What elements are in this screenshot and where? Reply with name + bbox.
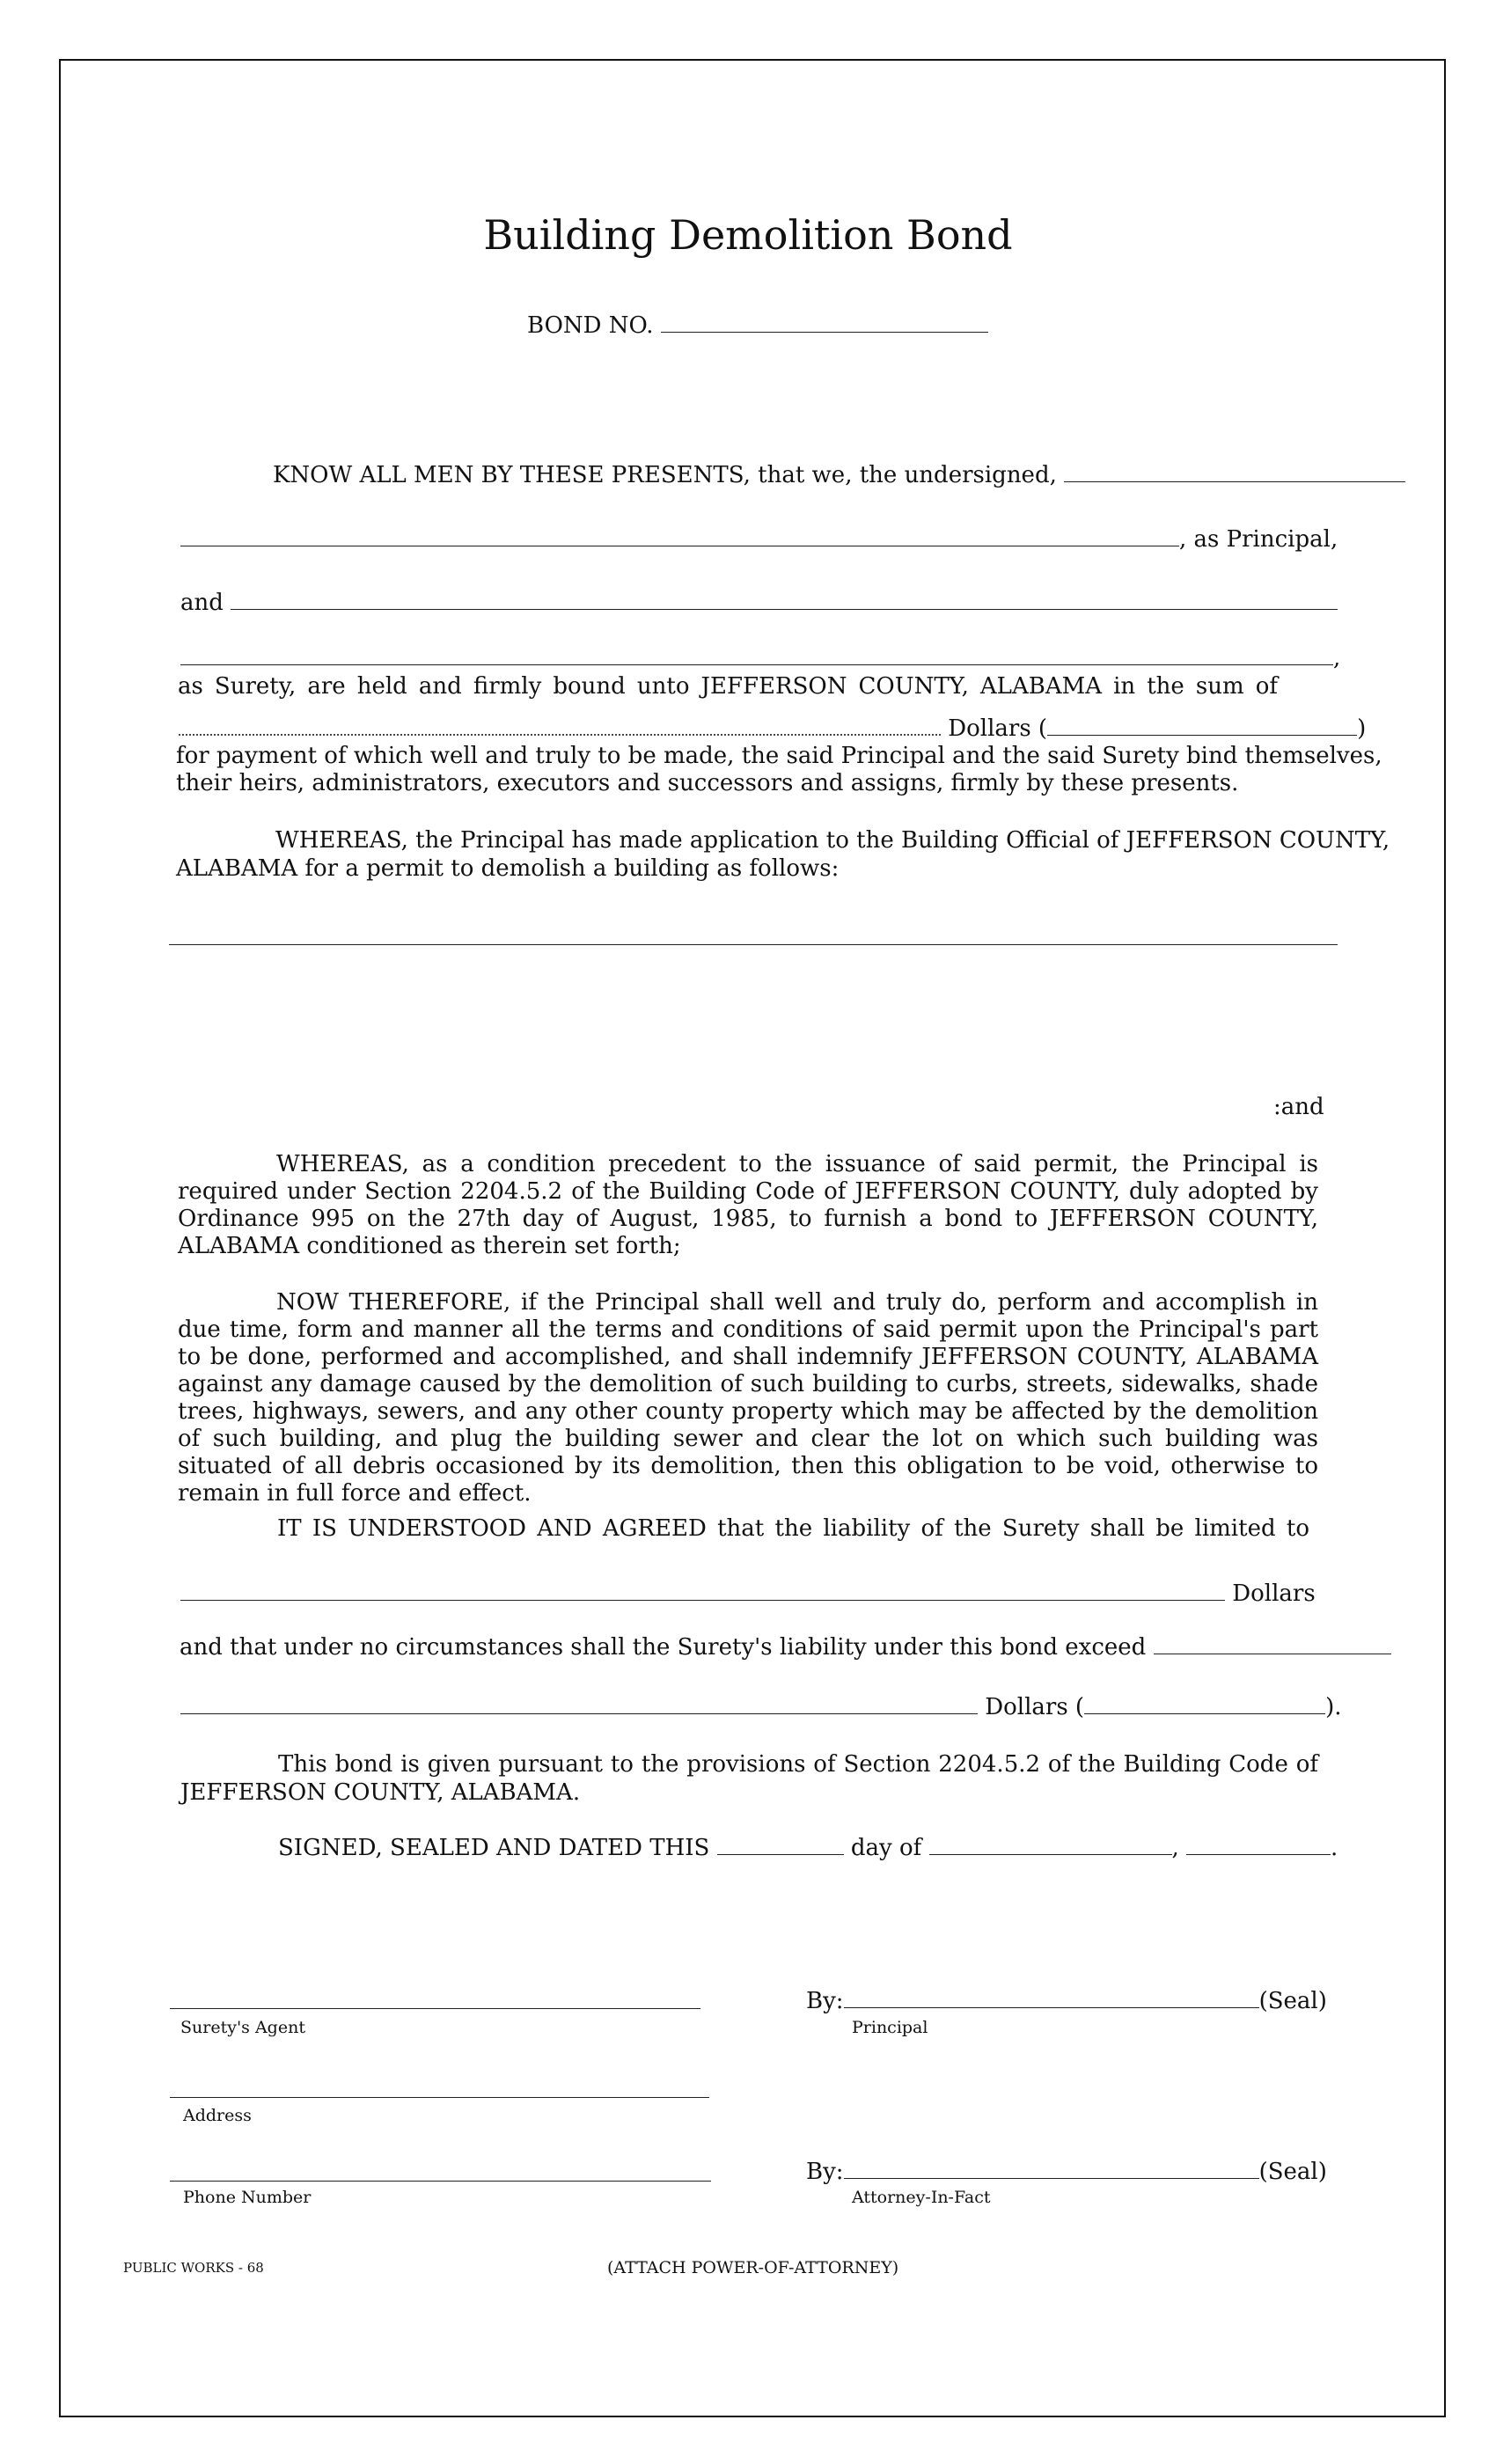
- exceed-amount-row: [180, 1694, 1342, 1721]
- address-line[interactable]: [170, 2097, 709, 2098]
- whereas1-line-1: WHEREAS, the Principal has made application to the Building Official of JEFFERSON COUNTY,: [275, 827, 1390, 854]
- bond-number-label: BOND NO.: [527, 312, 654, 339]
- no-circumstances-text: and that under no circumstances shall the Surety's liability under this bond exceed: [180, 1634, 1147, 1661]
- document-title: Building Demolition Bond: [483, 211, 1013, 259]
- signed-row: [278, 1835, 1338, 1862]
- principal-field[interactable]: [180, 526, 1179, 546]
- understood-text: IT IS UNDERSTOOD AND AGREED that the liability of the Surety shall be limited to: [277, 1515, 1309, 1542]
- signed-year-field[interactable]: [1186, 1835, 1331, 1855]
- as-principal-text: , as Principal,: [1179, 526, 1338, 553]
- principal-signature-row: [806, 1988, 1327, 2015]
- undersigned-field[interactable]: [1064, 462, 1405, 482]
- surety-name-row: [180, 590, 1338, 617]
- signed-label: SIGNED, SEALED AND DATED THIS: [278, 1835, 710, 1861]
- dollars-open-text-2: Dollars (: [985, 1694, 1085, 1720]
- address-label: Address: [183, 2106, 252, 2125]
- comma-text: ,: [1333, 645, 1341, 671]
- principal-row: [180, 526, 1338, 554]
- dollars-text: Dollars: [1232, 1580, 1316, 1607]
- seal-label: (Seal): [1258, 1988, 1327, 2014]
- whereas1-line-2: ALABAMA for a permit to demolish a building as follows:: [176, 855, 840, 882]
- principal-signature-field[interactable]: [844, 1988, 1259, 2008]
- attorney-signature-row: [806, 2159, 1327, 2186]
- exceed-figures-field[interactable]: [1084, 1694, 1325, 1714]
- surety-address-field[interactable]: [180, 645, 1333, 665]
- payment-line-1: for payment of which well and truly to be made, the said Principal and the said Surety bind themselves,: [176, 743, 1382, 769]
- surety-bound-text: as Surety, are held and firmly bound unto JEFFERSON COUNTY, ALABAMA in the sum of: [178, 673, 1278, 700]
- liability-exceed-field[interactable]: [1154, 1634, 1391, 1654]
- footer-attach-note: (ATTACH POWER-OF-ATTORNEY): [607, 2258, 899, 2277]
- exceed-words-field[interactable]: [180, 1694, 978, 1714]
- liability-exceed-row: [180, 1634, 1391, 1661]
- now-therefore-paragraph: NOW THEREFORE, if the Principal shall well and truly do, perform and accomplish in due time, form and manner all the terms and conditions of said permit upon the Principal's part to be done, performed and accomplished, and shall indemnify JEFFERSON COUNTY, ALABAMA against any damage caused by the demolition of such building to curbs, streets, sidewalks, shade trees, highways, sewers, and any other county property which may be affected by the demolition of such building, and plug the building sewer and clear the lot on which such building was situated of all debris occasioned by its demolition, then this obligation to be void, otherwise to remain in full force and effect.: [178, 1289, 1318, 1507]
- sureties-agent-label: Surety's Agent: [180, 2018, 305, 2037]
- bond-number-row: [527, 312, 988, 340]
- by-label: By:: [806, 1988, 844, 2014]
- attorney-in-fact-label: Attorney-In-Fact: [852, 2188, 991, 2207]
- know-all-row: [273, 462, 1405, 489]
- principal-label: Principal: [852, 2018, 928, 2037]
- sum-row: [179, 715, 1366, 743]
- and-colon-text: :and: [1273, 1094, 1324, 1120]
- phone-number-line[interactable]: [170, 2181, 711, 2182]
- sureties-agent-signature-line[interactable]: [170, 2008, 700, 2009]
- payment-line-2: their heirs, administrators, executors and successors and assigns, firmly by these presents.: [176, 770, 1239, 796]
- and-label: and: [180, 590, 224, 616]
- building-description-field[interactable]: [169, 944, 1338, 945]
- sum-words-field[interactable]: [179, 715, 941, 736]
- signed-day-field[interactable]: [717, 1835, 844, 1855]
- pursuant-line-1: This bond is given pursuant to the provisions of Section 2204.5.2 of the Building Code of: [278, 1751, 1318, 1778]
- dollars-open-text: Dollars (: [948, 715, 1048, 742]
- day-of-text: day of: [850, 1835, 922, 1861]
- surety-name-field[interactable]: [231, 590, 1338, 610]
- liability-limit-field[interactable]: [180, 1580, 1225, 1601]
- bond-number-field[interactable]: [661, 312, 988, 333]
- phone-number-label: Phone Number: [183, 2188, 312, 2207]
- close-paren-period-text: ).: [1325, 1694, 1342, 1720]
- surety-address-row: [180, 645, 1340, 672]
- period-text: .: [1331, 1835, 1338, 1861]
- footer-form-number: PUBLIC WORKS - 68: [123, 2260, 264, 2276]
- signed-month-field[interactable]: [929, 1835, 1172, 1855]
- close-paren-text: ): [1357, 715, 1367, 742]
- by-label-2: By:: [806, 2159, 844, 2185]
- attorney-signature-field[interactable]: [844, 2159, 1259, 2179]
- whereas2-paragraph: WHEREAS, as a condition precedent to the issuance of said permit, the Principal is required under Section 2204.5.2 of the Building Code of JEFFERSON COUNTY, duly adopted by Ordinance 995 on the 27th day of August, 1985, to furnish a bond to JEFFERSON COUNTY, ALABAMA conditioned as therein set forth;: [178, 1151, 1318, 1259]
- liability-limit-row: [180, 1580, 1316, 1608]
- pursuant-line-2: JEFFERSON COUNTY, ALABAMA.: [180, 1779, 581, 1806]
- comma-text-2: ,: [1171, 1835, 1179, 1861]
- sum-figures-field[interactable]: [1047, 715, 1357, 736]
- know-all-text: KNOW ALL MEN BY THESE PRESENTS, that we, the undersigned,: [273, 462, 1057, 488]
- seal-label-2: (Seal): [1258, 2159, 1327, 2185]
